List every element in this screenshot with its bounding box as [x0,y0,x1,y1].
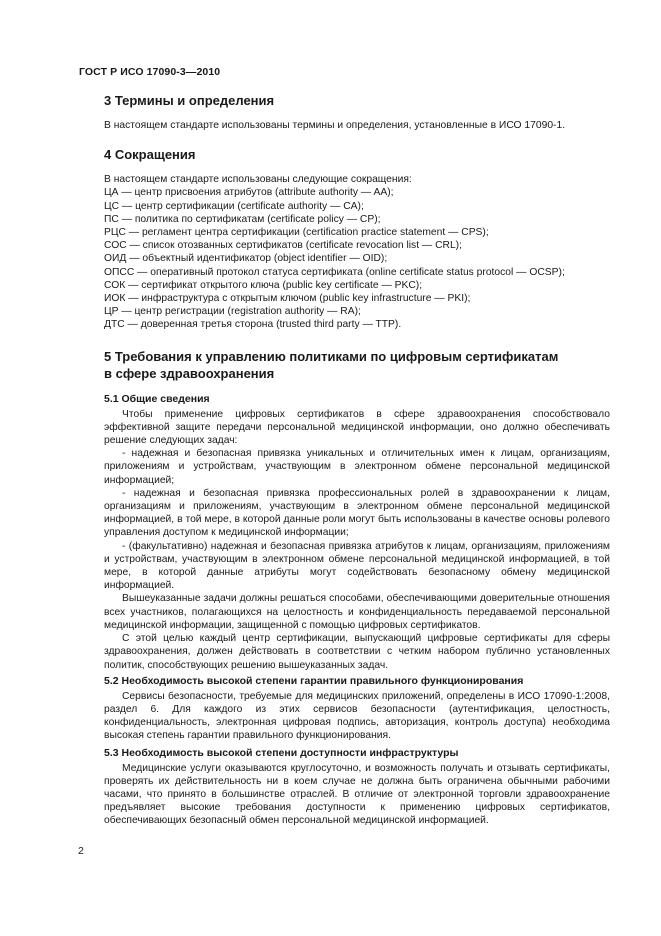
section-5-title-line1: 5 Требования к управлению политиками по цифровым сертификатам [104,348,559,364]
list-item: ОПСС — оперативный протокол статуса сертификата (online certificate status protocol — OCSP); [104,266,565,278]
section-5-title [104,348,610,382]
bullet-item: - (факультативно) надежная и безопасная привязка атрибутов к лицам, организациям, приложениям и устройствам, участвующим в электронном обмене персональной медицинской информацией, в той мере, в которой данные атрибуты могут содействовать безопасному обмену медицинской информацией. [104,540,610,592]
standard-id-header: ГОСТ Р ИСО 17090-3—2010 [79,66,221,78]
subsection-5-3-title: 5.3 Необходимость высокой степени доступности инфраструктуры [104,746,459,759]
list-item: СОС — список отозванных сертификатов (certificate revocation list — CRL); [104,240,462,252]
section-3-title: 3 Термины и определения [104,93,275,108]
paragraph: Сервисы безопасности, требуемые для медицинских приложений, определены в ИСО 17090-1:2008, раздел 6. Для каждого из этих сервисов безопасности (аутентификация, целостность, конфиденциальность, электронная цифровая подпись, авторизация, контроль доступа) необходима высокая степень гарантии правильного функционирования. [104,690,610,742]
list-item: ДТС — доверенная третья сторона (trusted third party — TTP). [104,319,402,331]
list-item: ЦС — центр сертификации (certificate authority — CA); [104,200,364,212]
list-item: ПС — политика по сертификатам (certificate policy — CP); [104,213,381,225]
section-4-title: 4 Сокращения [104,147,196,163]
list-item: ОИД — объектный идентификатор (object identifier — OID); [104,253,388,265]
subsection-5-1-title: 5.1 Общие сведения [104,392,210,405]
paragraph: Медицинские услуги оказываются круглосуточно, и возможность получать и отзывать сертификаты, проверять их действительность ни в коем случае не должна быть ограничена обычными рабочими часами, что принято в большинстве отраслей. В отличие от электронной торговли здравоохранение предъявляет высокие требования доступности к применению цифровых сертификатов, обеспечивающих безопасный обмен персональной медицинской информацией. [104,762,610,827]
paragraph: Чтобы применение цифровых сертификатов в сфере здравоохранения способствовало эффективной защите передачи персональной медицинской информации, оно должно обеспечивать решение следующих задач: [104,408,610,447]
list-item: ЦР — центр регистрации (registration authority — RA); [104,306,361,318]
list-item: СОК — сертификат открытого ключа (public key certificate — PKC); [104,279,423,291]
bullet-item: - надежная и безопасная привязка профессиональных ролей в здравоохранении к лицам, организациям и приложениям, участвующим в электронном обмене персональной медицинской информацией, в той мере, в которой данные роли могут быть использованы в качестве основы ролевого управления доступом к медицинской информации; [104,487,610,539]
subsection-5-2-title: 5.2 Необходимость высокой степени гарантии правильного функционирования [104,674,524,687]
paragraph: Вышеуказанные задачи должны решаться способами, обеспечивающими доверительные отношения всех участников, полагающихся на целостность и конфиденциальность передаваемой персональной медицинской информации, защищенной с помощью цифровых сертификатов. [104,593,610,631]
list-item: ИОК — инфраструктура с открытым ключом (public key infrastructure — PKI); [104,293,471,305]
list-item: РЦС — регламент центра сертификации (certification practice statement — CPS); [104,227,489,239]
page-content [104,92,610,828]
section-3-text: В настоящем стандарте использованы термины и определения, установленные в ИСО 17090-1. [104,120,566,131]
page-number: 2 [78,845,84,857]
section-4-intro: В настоящем стандарте использованы следующие сокращения: [104,174,412,186]
section-5-title-line2: в сфере здравоохранения [104,365,275,381]
abbreviations-list [104,186,610,331]
paragraph: С этой целью каждый центр сертификации, выпускающий цифровые сертификаты для сферы здравоохранения, должен действовать в соответствии с четким набором публично установленных политик, способствующих решению вышеуказанных задач. [104,633,610,671]
bullet-item: - надежная и безопасная привязка уникальных и отличительных имен к лицам, организациям, приложениям и устройствам, участвующим в электронном обмене персональной медицинской информацией; [104,448,610,486]
list-item: ЦА — центр присвоения атрибутов (attribute authority — AA); [104,187,394,199]
